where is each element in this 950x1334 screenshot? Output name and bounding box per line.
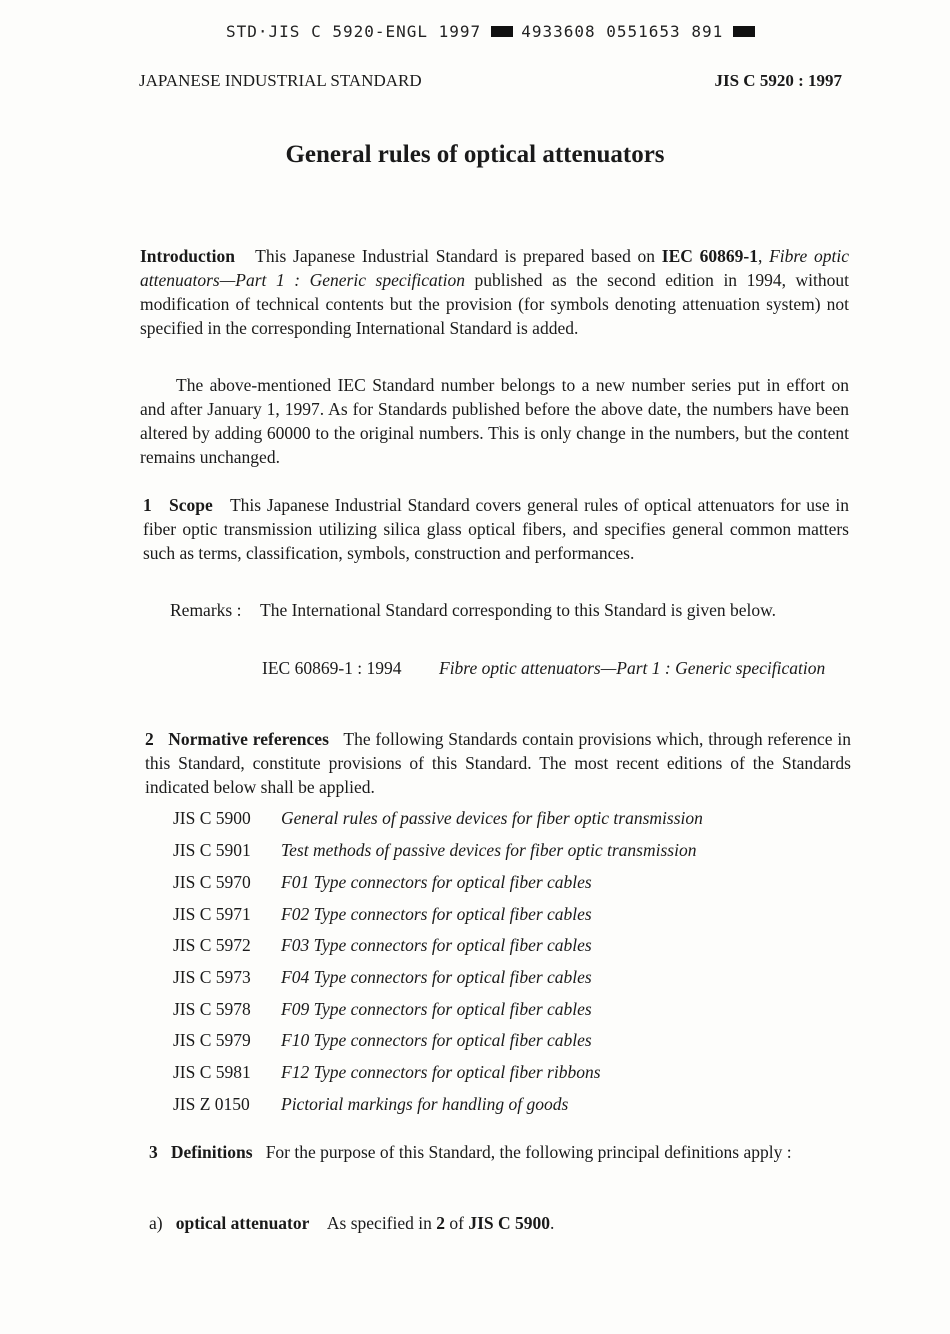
stamp-block (491, 26, 513, 37)
section-heading: Definitions (170, 1142, 253, 1162)
reference-row (173, 1028, 592, 1052)
reference-title: F10 Type connectors for optical fiber cables (281, 1030, 592, 1050)
reference-code: JIS C 5978 (173, 999, 251, 1019)
definitions-text: For the purpose of this Standard, the following principal definitions apply : (265, 1142, 792, 1162)
reference-title: F02 Type connectors for optical fiber cables (281, 904, 592, 924)
reference-code: JIS Z 0150 (173, 1094, 250, 1114)
section-number: 2 (145, 729, 154, 749)
intro-paragraph-1: Introduction This Japanese Industrial Standard is prepared based on IEC 60869-1, Fibre optic attenuators—Part 1 : Generic specification published as the second edition in 1994, without modification of technical contents but the provision (for symbols denoting attenuation system) not specified in the corresponding International Standard is added. (140, 246, 850, 338)
reference-code: JIS C 5972 (173, 935, 251, 955)
reference-title: General rules of passive devices for fiber optic transmission (281, 808, 703, 828)
iec-title: Fibre optic attenuators—Part 1 : Generic specification (140, 246, 850, 290)
stamp-block (733, 26, 755, 37)
iec-reference: IEC 60869-1 (661, 246, 758, 266)
reference-code: JIS C 5973 (173, 967, 251, 987)
remarks-label: Remarks : (170, 600, 242, 620)
normative-section (145, 727, 851, 799)
section-number: 1 (143, 495, 152, 515)
reference-row (173, 806, 703, 830)
section-number: 3 (149, 1142, 158, 1162)
header-standard-type: JAPANESE INDUSTRIAL STANDARD (139, 71, 422, 90)
iec-correspondence (262, 656, 857, 680)
normative-text: The following Standards contain provisions which, through reference in this Standard, constitute provisions of this Standard. The most recent editions of the Standards indicated below shall be applied. (145, 729, 852, 797)
reference-title: Test methods of passive devices for fiber optic transmission (281, 840, 697, 860)
scope-section (143, 493, 849, 565)
header-standard-number: JIS C 5920 : 1997 (714, 71, 842, 90)
reference-code: JIS C 5970 (173, 872, 251, 892)
intro-heading: Introduction (140, 246, 235, 266)
remarks (170, 598, 850, 622)
section-heading: Normative references (168, 729, 329, 749)
reference-row (173, 965, 592, 989)
reference-row (173, 1060, 601, 1084)
definition-term: optical attenuator (175, 1213, 310, 1233)
iec-correspondence-title: Fibre optic attenuators—Part 1 : Generic specification (439, 658, 826, 678)
reference-title: F03 Type connectors for optical fiber cables (281, 935, 592, 955)
document-stamp (226, 22, 763, 41)
stamp-left-text: STD·JIS C 5920-ENGL 1997 (226, 22, 482, 41)
remarks-text: The International Standard corresponding to this Standard is given below. (260, 600, 776, 620)
definition-reference: JIS C 5900 (468, 1213, 551, 1233)
definitions-section (149, 1140, 855, 1164)
section-heading: Scope (168, 495, 213, 515)
reference-row (173, 997, 592, 1021)
stamp-right-text: 4933608 0551653 891 (521, 22, 724, 41)
reference-code: JIS C 5971 (173, 904, 251, 924)
intro-paragraph-2: The above-mentioned IEC Standard number belongs to a new number series put in effort on and after January 1, 1997. As for Standards published before the above date, the numbers have been altered by adding 60000 to the original numbers. This is only change in the numbers, but the content remains unchanged. (140, 375, 849, 467)
reference-title: F12 Type connectors for optical fiber ribbons (281, 1062, 601, 1082)
reference-title: Pictorial markings for handling of goods (281, 1094, 569, 1114)
reference-code: JIS C 5901 (173, 840, 251, 860)
reference-title: F01 Type connectors for optical fiber cables (281, 872, 592, 892)
iec-correspondence-ref: IEC 60869-1 : 1994 (262, 658, 402, 678)
definition-item-label: a) (149, 1213, 163, 1233)
reference-row (173, 1092, 568, 1116)
reference-code: JIS C 5981 (173, 1062, 251, 1082)
reference-row (173, 933, 592, 957)
reference-row (173, 870, 592, 894)
reference-code: JIS C 5979 (173, 1030, 251, 1050)
reference-title: F04 Type connectors for optical fiber cables (281, 967, 592, 987)
definition-item-a: a) optical attenuator As specified in 2 of JIS C 5900. (149, 1213, 555, 1233)
scope-text: This Japanese Industrial Standard covers general rules of optical attenuators for use in fiber optic transmission utilizing silica glass optical fibers, and specifies general common matters such as terms, classification, symbols, construction and performances. (143, 495, 849, 563)
reference-code: JIS C 5900 (173, 808, 251, 828)
reference-row (173, 838, 696, 862)
reference-row (173, 902, 592, 926)
page-title: General rules of optical attenuators (285, 141, 665, 168)
reference-title: F09 Type connectors for optical fiber cables (281, 999, 592, 1019)
